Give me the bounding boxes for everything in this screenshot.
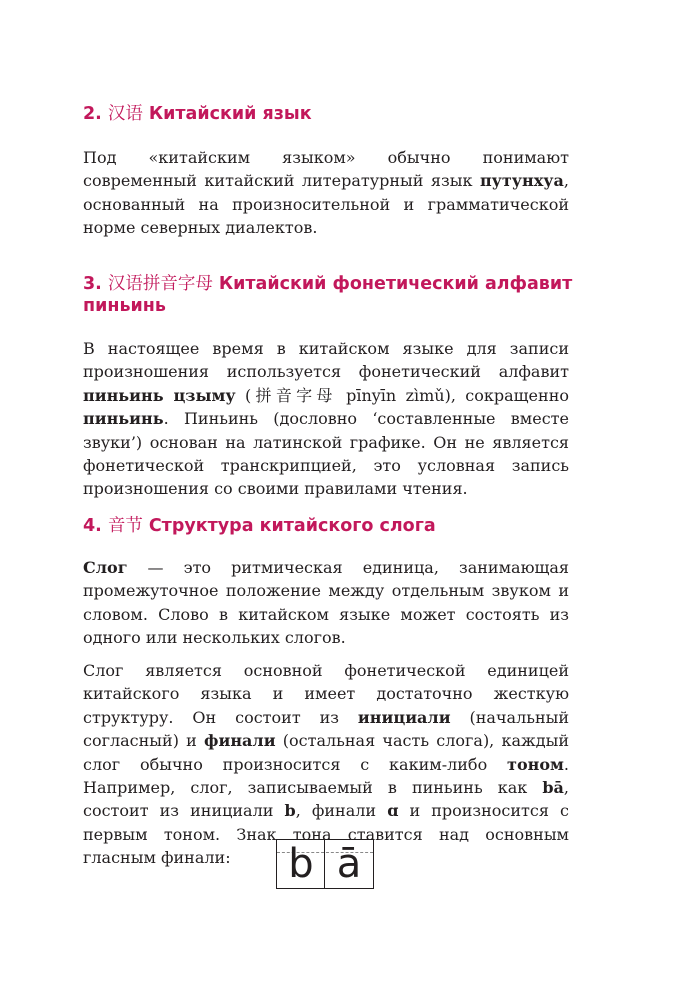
text-run: — это ритмическая единица, занимающая промежуточное положение между отдельным звуком и словом. Слово в китайском языке может состоять из одного или нескольких слогов.: [83, 558, 569, 648]
term-initial: инициали: [357, 707, 451, 727]
diagram-initial: b: [288, 841, 314, 887]
text-run: В настоящее время в китайском языке для записи произношения используется фонетический алфавит: [83, 339, 569, 382]
term-putonghua: путунхуа: [479, 171, 564, 191]
text-run: . Например, слог, записываемый в пиньинь как: [83, 754, 569, 798]
text-run: (начальный согласный) и: [83, 707, 570, 751]
section-number: 3.: [83, 274, 102, 294]
term-pinyin: пиньинь: [83, 409, 164, 429]
section-title: Китайский язык: [148, 104, 312, 124]
section-4-heading: [83, 515, 603, 537]
term-syllable: Слог: [83, 558, 128, 577]
example-initial: b: [284, 801, 296, 821]
text-run: Под «китайским языком» обычно понимают современный китайский литературный язык: [83, 148, 569, 191]
section-chinese-title: 汉语拼音字母: [107, 274, 213, 294]
term-pinyin-zimu: пиньинь цзыму: [83, 385, 236, 405]
text-run: , состоит из инициали: [83, 778, 569, 821]
section-2-paragraph: [83, 146, 569, 240]
section-3-heading: [83, 273, 603, 317]
term-final: финали: [204, 731, 276, 751]
text-run: и произносится с первым тоном. Знак тона ставится над основным гласным финали:: [83, 801, 570, 868]
term-tone: тоном: [507, 754, 564, 774]
section-chinese-title: 汉语: [107, 104, 143, 124]
text-run: Слог является основной фонетической единицей китайского языка и имеет достаточно жесткую структуру. Он состоит из: [83, 661, 569, 727]
text-run: (остальная часть слога), каждый слог обычно произносится с каким-либо: [83, 731, 569, 774]
example-syllable: bā: [542, 778, 564, 798]
text-run: (拼音字母 pīnyīn zìmǔ), сокращенно: [235, 385, 569, 405]
text-run: , основанный на произносительной и грамматической норме северных диалектов.: [83, 171, 569, 238]
section-4-paragraph-1: [83, 556, 569, 650]
syllable-diagram: [276, 839, 374, 889]
section-3-paragraph: [83, 337, 569, 501]
section-number: 2.: [83, 104, 102, 124]
section-number: 4.: [83, 516, 102, 536]
section-2-heading: [83, 103, 603, 125]
text-run: . Пиньинь (дословно ‘составленные вместе звуки’) основан на латинской графике. Он не является фонетической транскрипцией, это условная запись произношения со своими правилами чтения.: [83, 409, 569, 499]
section-title: Структура китайского слога: [148, 516, 436, 536]
example-final: ɑ: [387, 801, 399, 821]
text-run: , финали: [295, 801, 388, 821]
section-chinese-title: 音节: [107, 516, 143, 536]
section-title: Китайский фонетический алфавит пиньинь: [83, 274, 573, 316]
diagram-final: ā: [336, 841, 362, 887]
